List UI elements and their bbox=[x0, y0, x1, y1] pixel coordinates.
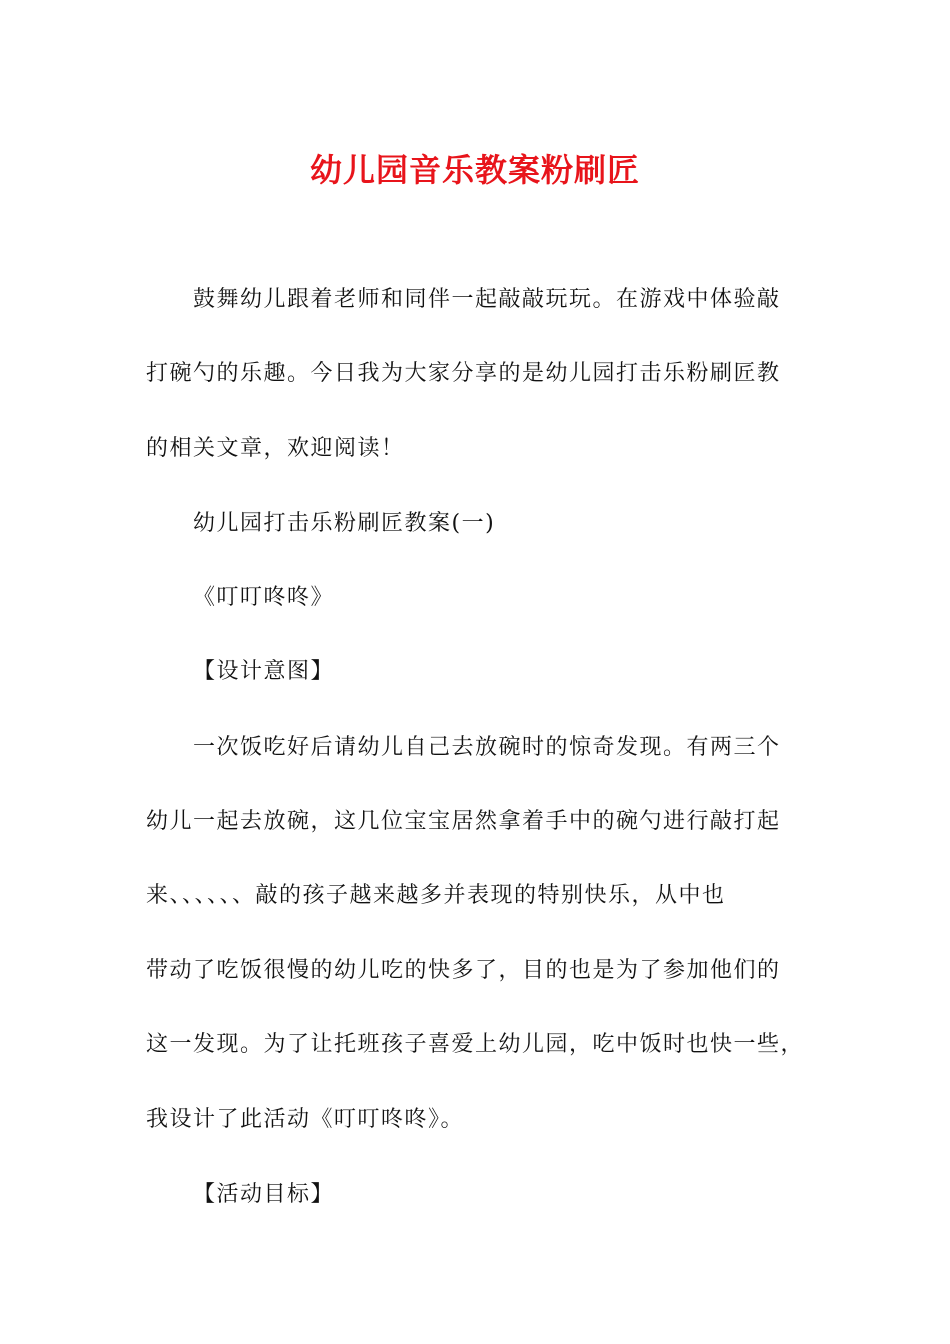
paragraph-line: 带动了吃饭很慢的幼儿吃的快多了，目的也是为了参加他们的 bbox=[146, 958, 781, 983]
section-heading: 【设计意图】 bbox=[193, 659, 335, 684]
section-heading: 幼儿园打击乐粉刷匠教案(一) bbox=[193, 511, 496, 536]
paragraph-line: 幼儿一起去放碗，这几位宝宝居然拿着手中的碗勺进行敲打起 bbox=[146, 809, 781, 834]
paragraph-line: 打碗勺的乐趣。今日我为大家分享的是幼儿园打击乐粉刷匠教 bbox=[146, 361, 781, 386]
paragraph-line: 鼓舞幼儿跟着老师和同伴一起敲敲玩玩。在游戏中体验敲 bbox=[193, 287, 781, 312]
paragraph-line: 这一发现。为了让托班孩子喜爱上幼儿园，吃中饭时也快一些， bbox=[146, 1032, 805, 1057]
paragraph-line: 我设计了此活动《叮叮咚咚》。 bbox=[146, 1107, 465, 1132]
section-heading: 【活动目标】 bbox=[193, 1182, 335, 1207]
paragraph-line: 来、、、、、、敲的孩子越来越多并表现的特别快乐，从中也 bbox=[146, 883, 726, 908]
activity-name: 《叮叮咚咚》 bbox=[193, 585, 335, 610]
paragraph-line: 一次饭吃好后请幼儿自己去放碗时的惊奇发现。有两三个 bbox=[193, 735, 781, 760]
document-title: 幼儿园音乐教案粉刷匠 bbox=[309, 151, 640, 189]
paragraph-line: 的相关文章，欢迎阅读！ bbox=[146, 436, 405, 461]
